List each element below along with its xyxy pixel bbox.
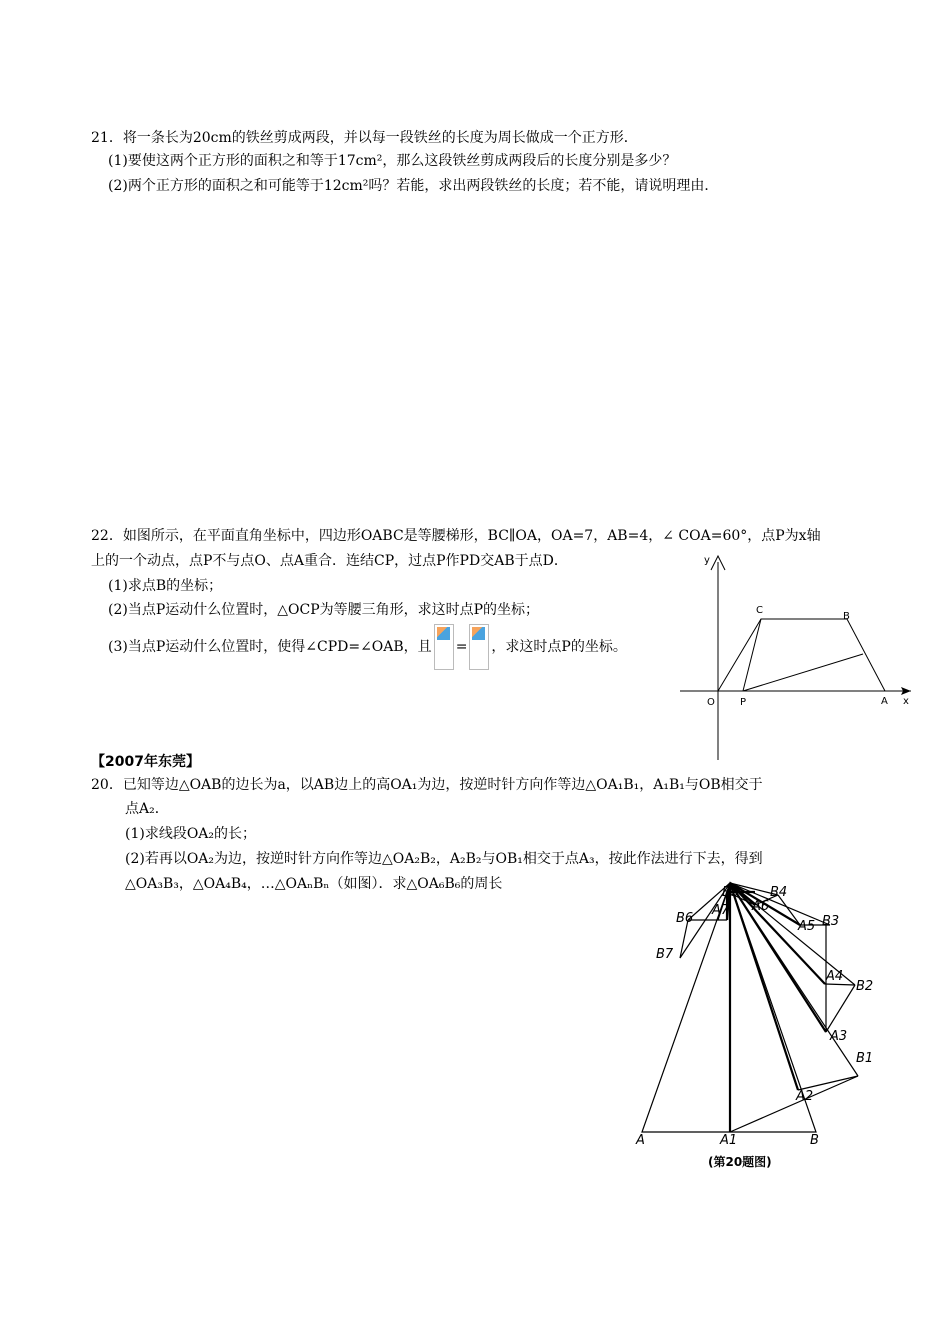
q22-part3	[108, 624, 627, 670]
label-B6: B6	[676, 911, 694, 926]
label-B7: B7	[656, 947, 674, 962]
label-B: B	[810, 1133, 819, 1148]
label-A: A	[636, 1133, 645, 1148]
section-heading: 【2007年东莞】	[91, 754, 200, 770]
label-A4: A4	[826, 969, 844, 984]
q21-part1: (1)要使这两个正方形的面积之和等于17cm²，那么这段铁丝剪成两段后的长度分别是多少？	[108, 153, 677, 169]
q20-figure	[630, 880, 890, 1175]
q22-figure	[675, 550, 915, 762]
label-O: O	[707, 697, 715, 708]
q21-part2: (2)两个正方形的面积之和可能等于12cm²吗？若能，求出两段铁丝的长度；若不能，请说明理由．	[108, 178, 719, 194]
label-A5: A5	[798, 919, 816, 934]
q20-line2: 点A₂．	[125, 801, 169, 817]
segment-CP	[743, 619, 761, 691]
label-A3: A3	[830, 1029, 848, 1044]
label-A1: A1	[720, 1133, 738, 1148]
q21-title: 21．将一条长为20cm的铁丝剪成两段，并以每一段铁丝的长度为周长做成一个正方形．	[91, 130, 638, 146]
q22-part3-eq: =	[455, 639, 468, 655]
q20-part1: (1)求线段OA₂的长；	[125, 826, 257, 842]
label-y: y	[704, 555, 710, 566]
label-B1: B1	[856, 1051, 874, 1066]
label-A7: A7	[712, 903, 730, 918]
q22-part3-text-b: ，求这时点P的坐标。	[491, 639, 627, 655]
q22-part2: (2)当点P运动什么位置时，△OCP为等腰三角形，求这时点P的坐标；	[108, 602, 540, 618]
q20-part3: △OA₃B₃，△OA₄B₄，…△OAₙBₙ（如图）．求△OA₆B₆的周长	[125, 876, 503, 892]
label-B2: B2	[856, 979, 874, 994]
label-A2: A2	[796, 1089, 814, 1104]
q20-line1-text: 20．已知等边△OAB的边长为a，以AB边上的高OA₁为边，按逆时针方向作等边△OA₁B₁，A₁B₁与OB相交于	[91, 777, 763, 793]
label-A6: A6	[752, 899, 770, 914]
label-C: C	[756, 605, 763, 616]
broken-image-icon	[469, 624, 489, 670]
q20-figure-caption: (第20题图)	[708, 1155, 772, 1169]
label-B3: B3	[822, 914, 840, 929]
q20-part2: (2)若再以OA₂为边，按逆时针方向作等边△OA₂B₂，A₂B₂与OB₁相交于点A₃，按此作法进行下去，得到	[125, 851, 763, 867]
broken-image-icon	[434, 624, 454, 670]
label-B4: B4	[770, 885, 788, 900]
q22-line2: 上的一个动点，点P不与点O、点A重合．连结CP，过点P作PD交AB于点D．	[91, 553, 568, 569]
label-P: P	[740, 697, 747, 708]
q22-part3-text-a: (3)当点P运动什么位置时，使得∠CPD=∠OAB，且	[108, 639, 432, 655]
q22-part1: (1)求点B的坐标；	[108, 578, 223, 594]
q20-line1	[91, 775, 763, 795]
label-A: A	[881, 696, 888, 707]
segment-PD	[743, 654, 863, 691]
label-x: x	[903, 696, 909, 707]
label-B5: B5	[722, 885, 740, 900]
label-B: B	[843, 611, 850, 622]
q22-line1: 22．如图所示，在平面直角坐标中，四边形OABC是等腰梯形，BC∥OA，OA=7，AB=4，∠ COA=60°，点P为x轴	[91, 528, 821, 544]
